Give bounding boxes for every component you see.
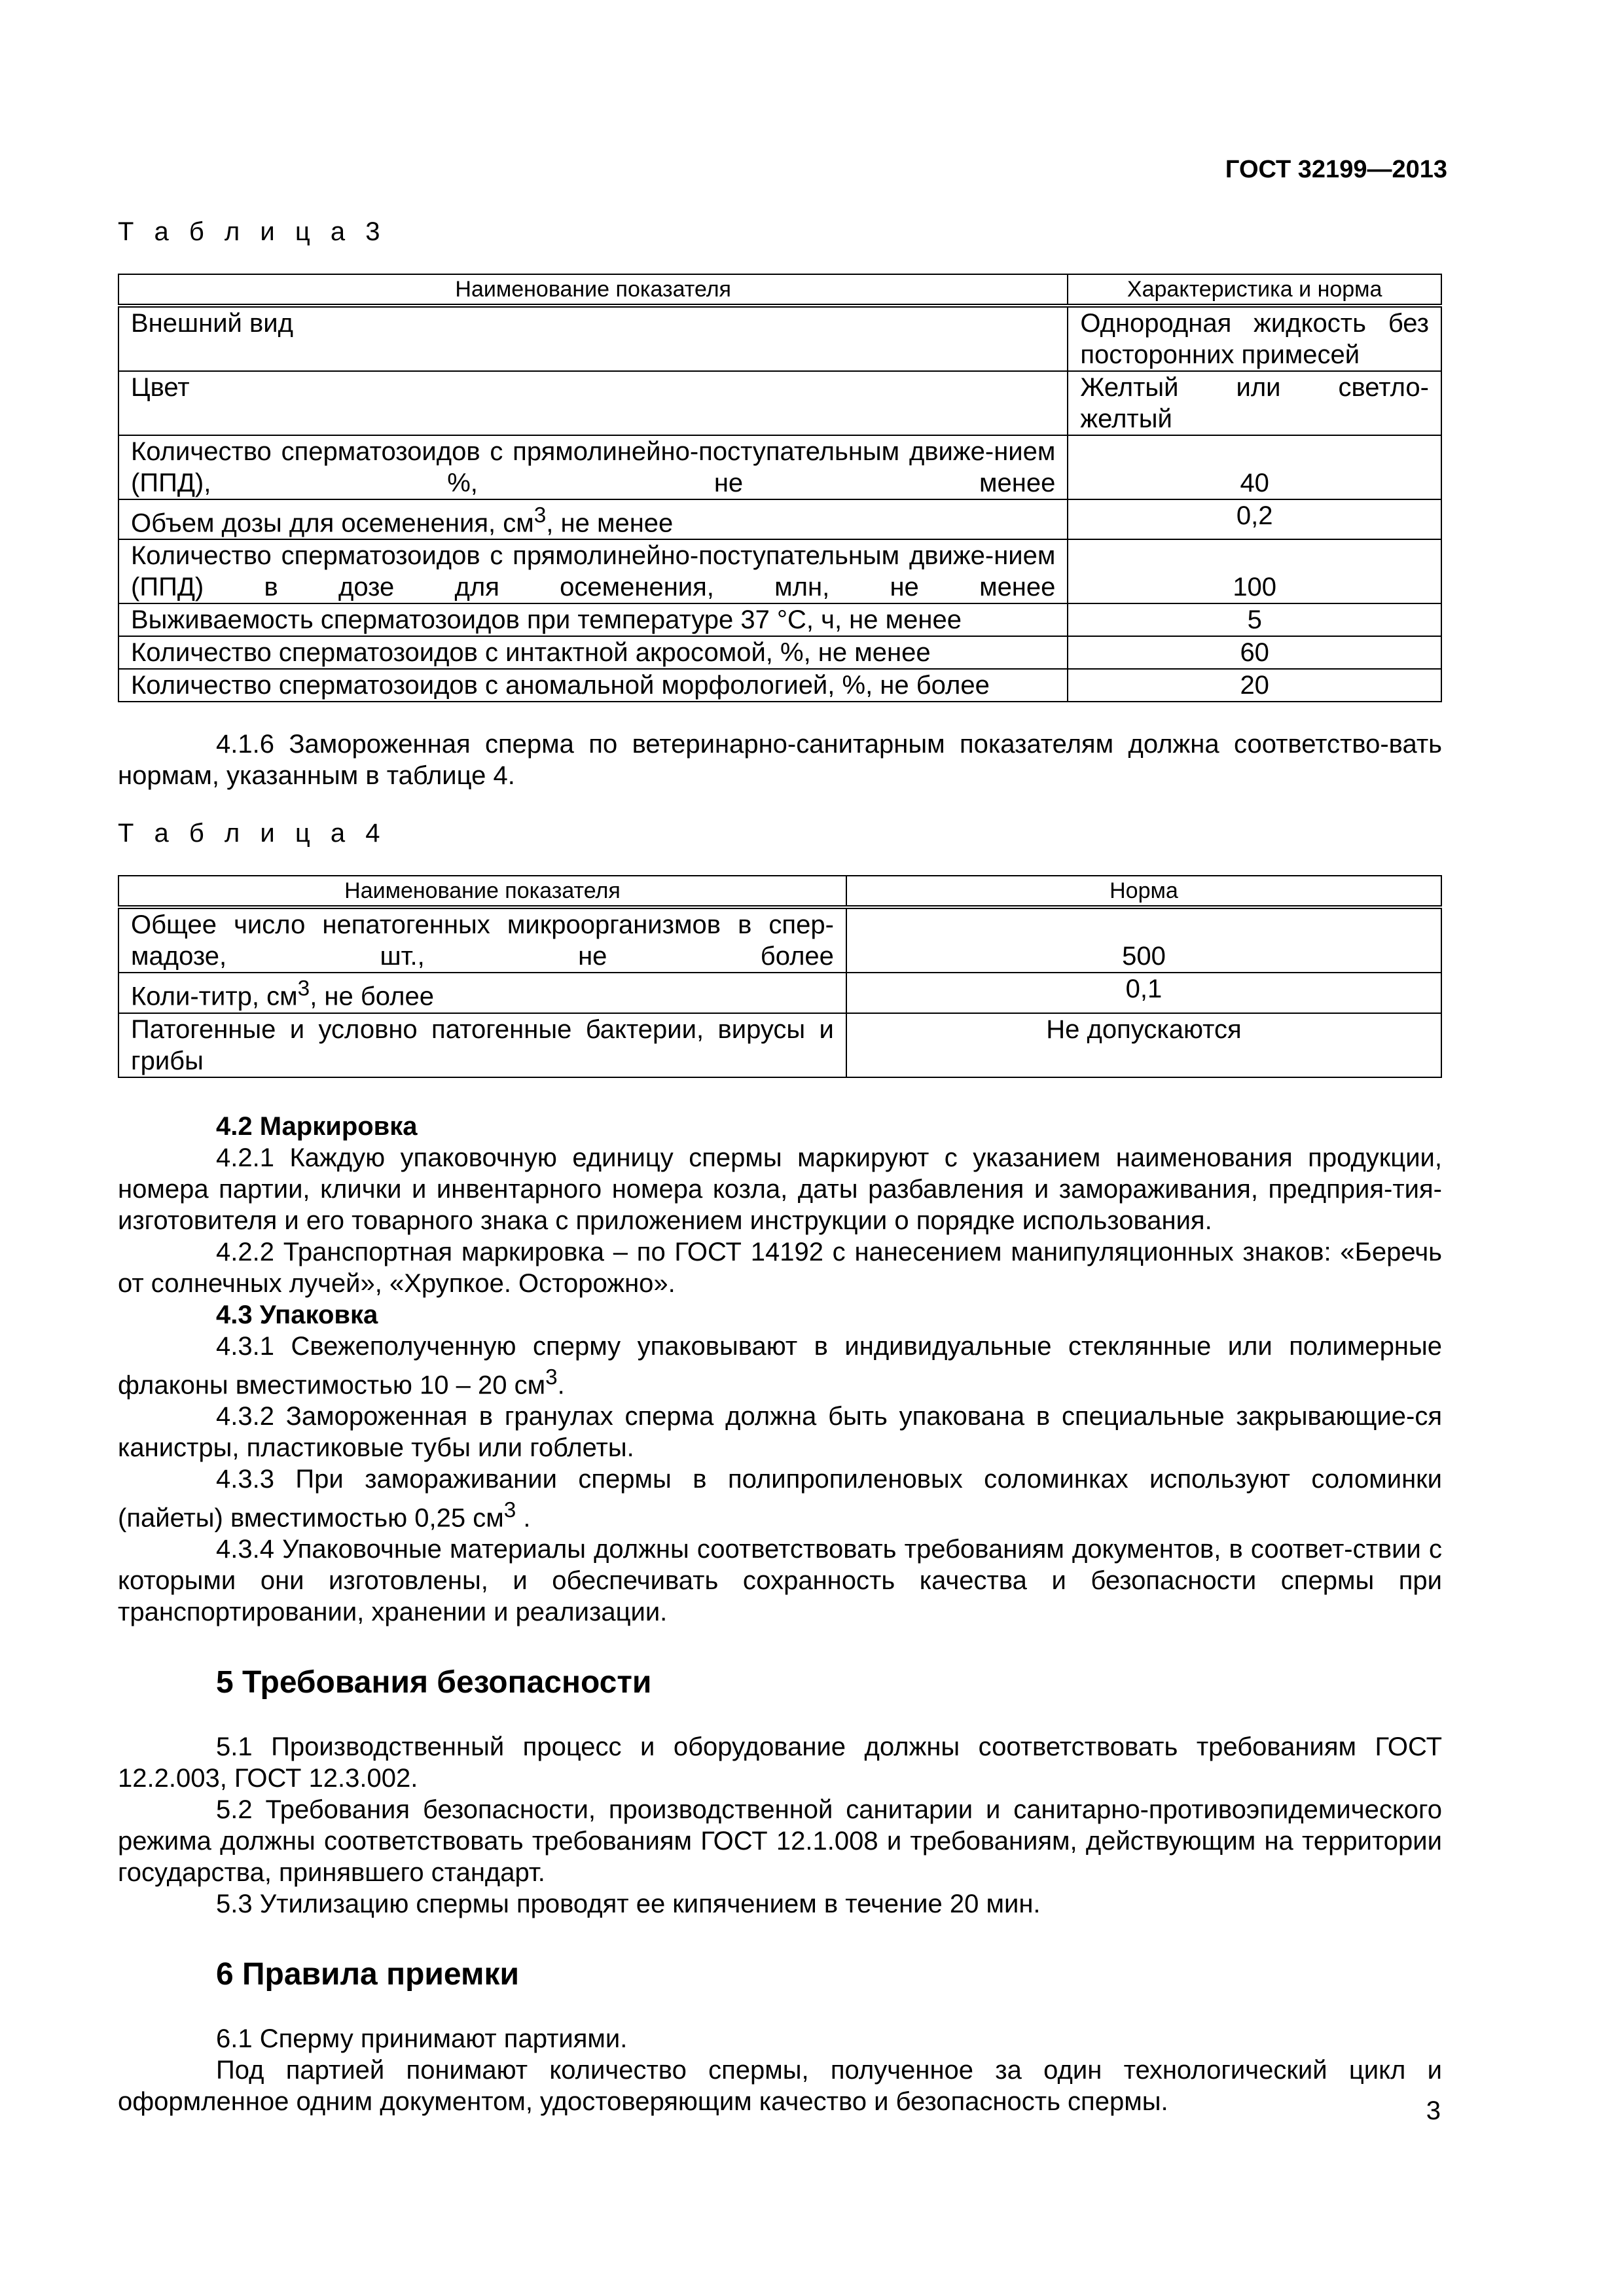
row-value: 100 [1068, 539, 1441, 603]
row-name [118, 499, 1068, 539]
paragraph-4-3-2: 4.3.2 Замороженная в гранулах сперма должна быть упакована в специальные закрывающие-ся канистры, пластиковые тубы или гоблеты. [118, 1401, 1442, 1462]
row-name [118, 973, 846, 1013]
table-row [118, 1013, 1441, 1077]
column-header: Норма [846, 876, 1441, 907]
value-line: Желтый или светло- [1080, 373, 1429, 402]
row-name: Внешний вид [118, 306, 1068, 371]
row-name: Выживаемость сперматозоидов при температуре 37 °С, ч, не менее [118, 603, 1068, 636]
superscript: 3 [533, 503, 547, 528]
table-row [118, 435, 1441, 499]
table-row [118, 636, 1441, 669]
row-value [1068, 371, 1441, 435]
paragraph-6-1-cont: Под партией понимают количество спермы, полученное за один технологический цикл и оформленное одним документом, удостоверяющим качество и безопасность спермы. [118, 2056, 1442, 2117]
superscript: 3 [297, 977, 310, 1001]
paragraph-4-2-2: 4.2.2 Транспортная маркировка – по ГОСТ 14192 с нанесением манипуляционных знаков: «Беречь от солнечных лучей», «Хрупкое. Осторожно». [118, 1237, 1442, 1298]
section-4-3-title: 4.3 Упаковка [216, 1300, 378, 1329]
superscript: 3 [503, 1498, 516, 1522]
table-row [118, 669, 1441, 702]
row-value: 20 [1068, 669, 1441, 702]
paragraph-text: . [516, 1503, 531, 1533]
name-text: Объем дозы для осеменения, см [131, 509, 534, 538]
table4-caption: Т а б л и ц а 4 [118, 819, 387, 848]
table-row [118, 539, 1441, 603]
name-text: , не более [310, 982, 434, 1011]
row-name: Количество сперматозоидов с прямолинейно-поступательным движе-нием (ППД) в дозе для осеменения, млн, не менее [118, 539, 1068, 603]
table-row [118, 306, 1441, 371]
table3-caption: Т а б л и ц а 3 [118, 217, 387, 246]
row-value: 60 [1068, 636, 1441, 669]
table-row [118, 907, 1441, 973]
paragraph-5-2: 5.2 Требования безопасности, производственной санитарии и санитарно-противоэпидемического режима должны соответствовать требованиям ГОСТ 12.1.008 и требованиям, действующим на территории государства, принявшего стандарт. [118, 1795, 1442, 1888]
paragraph-6-1: 6.1 Сперму принимают партиями. [216, 2024, 628, 2054]
table-row [118, 371, 1441, 435]
page-content [118, 196, 1442, 2117]
row-name: Общее число непатогенных микроорганизмов в спер-мадозе, шт., не более [118, 907, 846, 973]
row-name: Количество сперматозоидов с прямолинейно-поступательным движе-нием (ППД), %, не менее [118, 435, 1068, 499]
name-text: Коли-титр, см [131, 982, 298, 1011]
table-4 [118, 875, 1442, 1077]
table-header-row [118, 274, 1441, 306]
row-name: Патогенные и условно патогенные бактерии, вирусы и грибы [118, 1013, 846, 1077]
paragraph-4-3-4: 4.3.4 Упаковочные материалы должны соответствовать требованиям документов, в соответ-ствии с которыми они изготовлены, и обеспечивать сохранность качества и безопасности спермы при транспортировании, хранении и реализации. [118, 1535, 1442, 1627]
table-row [118, 499, 1441, 539]
paragraph-text: 4.3.3 При замораживании спермы в полипропиленовых соломинках используют соломинки (пайеты) вместимостью 0,25 см [118, 1464, 1442, 1533]
row-name: Количество сперматозоидов с аномальной морфологией, %, не более [118, 669, 1068, 702]
paragraph-4-1-6: 4.1.6 Замороженная сперма по ветеринарно-санитарным показателям должна соответство-вать нормам, указанным в таблице 4. [118, 730, 1442, 791]
paragraph-4-3-3 [118, 1463, 1442, 1534]
value-line: желтый [1080, 404, 1172, 433]
table-header-row [118, 876, 1441, 907]
row-value: Не допускаются [846, 1013, 1441, 1077]
row-value: Однородная жидкость без посторонних примесей [1068, 306, 1441, 371]
table-row [118, 603, 1441, 636]
row-value: 0,1 [846, 973, 1441, 1013]
column-header: Наименование показателя [118, 274, 1068, 306]
row-name: Цвет [118, 371, 1068, 435]
section-5-title: 5 Требования безопасности [216, 1665, 652, 1700]
column-header: Характеристика и норма [1068, 274, 1441, 306]
document-code: ГОСТ 32199—2013 [1225, 156, 1447, 183]
row-value: 5 [1068, 603, 1441, 636]
section-6-title: 6 Правила приемки [216, 1957, 520, 1992]
paragraph-text: . [557, 1370, 565, 1399]
row-value: 0,2 [1068, 499, 1441, 539]
page-number: 3 [1426, 2096, 1441, 2125]
table-3 [118, 274, 1442, 702]
paragraph-text: 4.3.1 Свежеполученную сперму упаковывают в индивидуальные стеклянные или полимерные флаконы вместимостью 10 – 20 см [118, 1331, 1442, 1399]
row-value: 500 [846, 907, 1441, 973]
paragraph-5-1: 5.1 Производственный процесс и оборудование должны соответствовать требованиям ГОСТ 12.2.003, ГОСТ 12.3.002. [118, 1732, 1442, 1793]
paragraph-5-3: 5.3 Утилизацию спермы проводят ее кипячением в течение 20 мин. [216, 1890, 1041, 1919]
superscript: 3 [545, 1365, 558, 1390]
column-header: Наименование показателя [118, 876, 846, 907]
table-row [118, 973, 1441, 1013]
paragraph-4-3-1 [118, 1331, 1442, 1401]
row-name: Количество сперматозоидов с интактной акросомой, %, не менее [118, 636, 1068, 669]
paragraph-4-2-1: 4.2.1 Каждую упаковочную единицу спермы маркируют с указанием наименования продукции, номера партии, клички и инвентарного номера козла, даты разбавления и замораживания, предприя-тия-изготовителя и его товарного знака с приложением инструкции о порядке использования. [118, 1143, 1442, 1235]
section-4-2-title: 4.2 Маркировка [216, 1111, 418, 1141]
name-text: , не менее [546, 509, 674, 538]
row-value: 40 [1068, 435, 1441, 499]
